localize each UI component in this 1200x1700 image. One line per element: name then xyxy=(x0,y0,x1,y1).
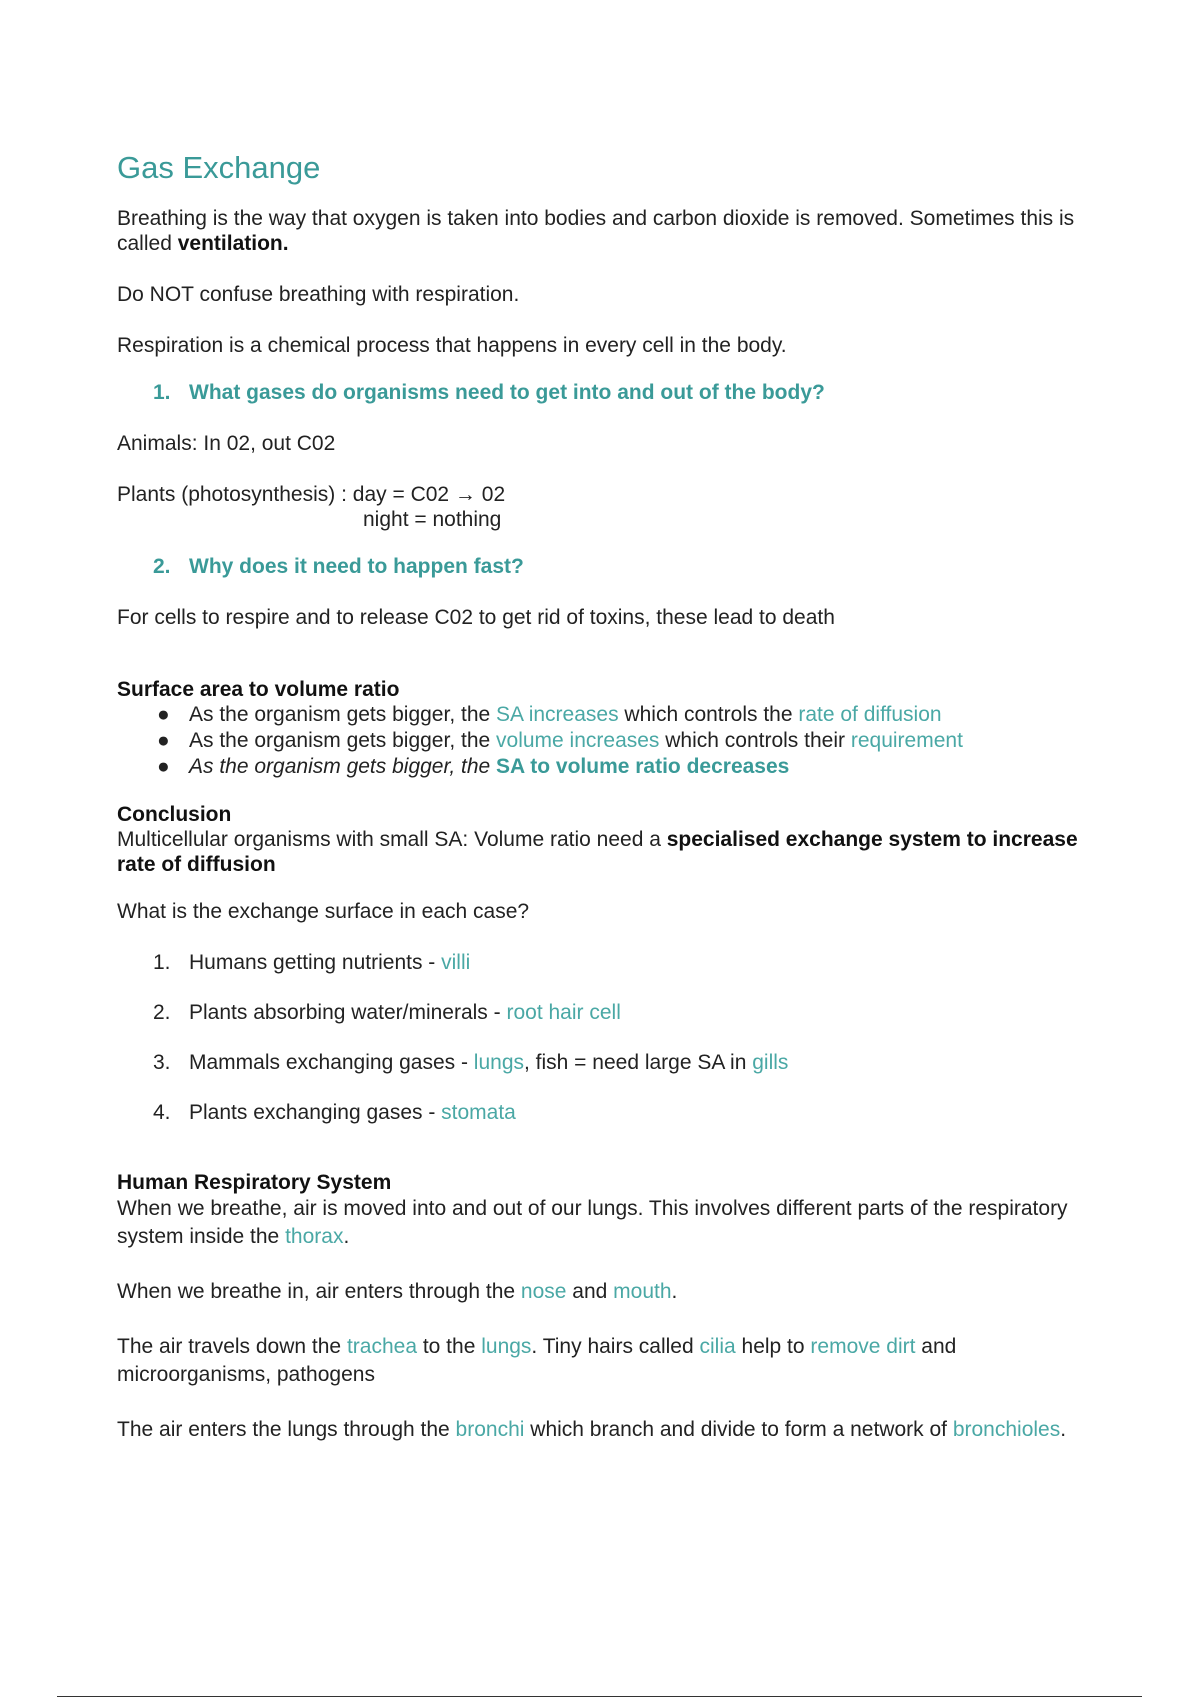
resp-paragraph-2: When we breathe in, air enters through the nose and mouth. xyxy=(117,1280,678,1303)
exchange-item-4: 4. Plants exchanging gases - stomata xyxy=(153,1101,516,1124)
exchange-item-3: 3. Mammals exchanging gases - lungs, fish = need large SA in gills xyxy=(153,1051,789,1074)
footer-divider xyxy=(57,1696,1142,1697)
question-2 xyxy=(117,554,1087,579)
sa-increases: SA increases xyxy=(496,703,619,726)
trachea: trachea xyxy=(346,1335,417,1358)
stomata: stomata xyxy=(441,1101,516,1124)
document-page xyxy=(117,150,1087,1444)
volume-increases: volume increases xyxy=(496,729,660,752)
bullet-icon: ● xyxy=(157,729,170,752)
resp-system-heading: Human Respiratory System xyxy=(117,1171,392,1194)
plants-line-2: night = nothing xyxy=(363,508,502,531)
intro-bold: ventilation. xyxy=(177,232,289,255)
conclusion-paragraph: Multicellular organisms with small SA: Volume ratio need a specialised exchange system to increase rate of diffusion xyxy=(117,828,1078,876)
fast-answer: For cells to respire and to release C02 to get rid of toxins, these lead to death xyxy=(117,606,835,629)
root-hair-cell: root hair cell xyxy=(506,1001,621,1024)
sa-bullets xyxy=(117,702,1087,780)
resp-paragraph-4: The air enters the lungs through the bronchi which branch and divide to form a network of bronchioles. xyxy=(117,1418,1067,1441)
villi: villi xyxy=(441,951,471,974)
exchange-list xyxy=(117,950,1087,1125)
confuse-paragraph: Do NOT confuse breathing with respiration. xyxy=(117,283,520,306)
conclusion-bold: specialised exchange system to increase rate of diffusion xyxy=(117,828,1078,876)
thorax: thorax xyxy=(285,1225,344,1248)
lungs: lungs xyxy=(473,1051,524,1074)
resp-paragraph-3: The air travels down the trachea to the lungs. Tiny hairs called cilia help to remove dirt and microorganisms, pathogens xyxy=(117,1335,957,1386)
sa-bullet-3: ● As the organism gets bigger, the SA to volume ratio decreases xyxy=(157,755,790,778)
rate-of-diffusion: rate of diffusion xyxy=(798,703,942,726)
exchange-item-1: 1. Humans getting nutrients - villi xyxy=(153,951,471,974)
question-2-number: 2. xyxy=(153,555,171,578)
remove-dirt: remove dirt xyxy=(810,1335,916,1358)
nose: nose xyxy=(520,1280,567,1303)
intro-paragraph xyxy=(117,206,1087,256)
exchange-question: What is the exchange surface in each case? xyxy=(117,900,530,923)
bronchioles: bronchioles xyxy=(952,1418,1061,1441)
sa-bullet-1: ● As the organism gets bigger, the SA increases which controls the rate of diffusion xyxy=(157,703,942,726)
sa-heading: Surface area to volume ratio xyxy=(117,678,400,701)
question-1 xyxy=(117,380,1087,405)
lungs-term: lungs xyxy=(481,1335,532,1358)
question-1-number: 1. xyxy=(153,381,171,404)
bullet-icon: ● xyxy=(157,755,170,778)
plants-line-1: Plants (photosynthesis) : day = C02 → 02 xyxy=(117,483,506,506)
question-1-text: What gases do organisms need to get into and out of the body? xyxy=(189,381,825,404)
gills: gills xyxy=(752,1051,789,1074)
conclusion-heading: Conclusion xyxy=(117,803,232,826)
requirement: requirement xyxy=(850,729,963,752)
bronchi: bronchi xyxy=(455,1418,525,1441)
page-title: Gas Exchange xyxy=(117,150,321,185)
exchange-item-2: 2. Plants absorbing water/minerals - root hair cell xyxy=(153,1001,621,1024)
question-2-text: Why does it need to happen fast? xyxy=(189,555,524,578)
sa-bullet-2: ● As the organism gets bigger, the volume increases which controls their requirement xyxy=(157,729,963,752)
animals-line: Animals: In 02, out C02 xyxy=(117,432,336,455)
intro-text: Breathing is the way that oxygen is taken into bodies and carbon dioxide is removed. Sometimes this is called xyxy=(117,207,1075,255)
resp-paragraph-1: When we breathe, air is moved into and out of our lungs. This involves different parts of the respiratory system inside the thorax. xyxy=(117,1197,1068,1248)
sa-ratio-decreases: SA to volume ratio decreases xyxy=(496,755,790,778)
bullet-icon: ● xyxy=(157,703,170,726)
plants-block xyxy=(117,482,1087,532)
cilia: cilia xyxy=(699,1335,736,1358)
mouth: mouth xyxy=(613,1280,672,1303)
respiration-paragraph: Respiration is a chemical process that happens in every cell in the body. xyxy=(117,334,787,357)
